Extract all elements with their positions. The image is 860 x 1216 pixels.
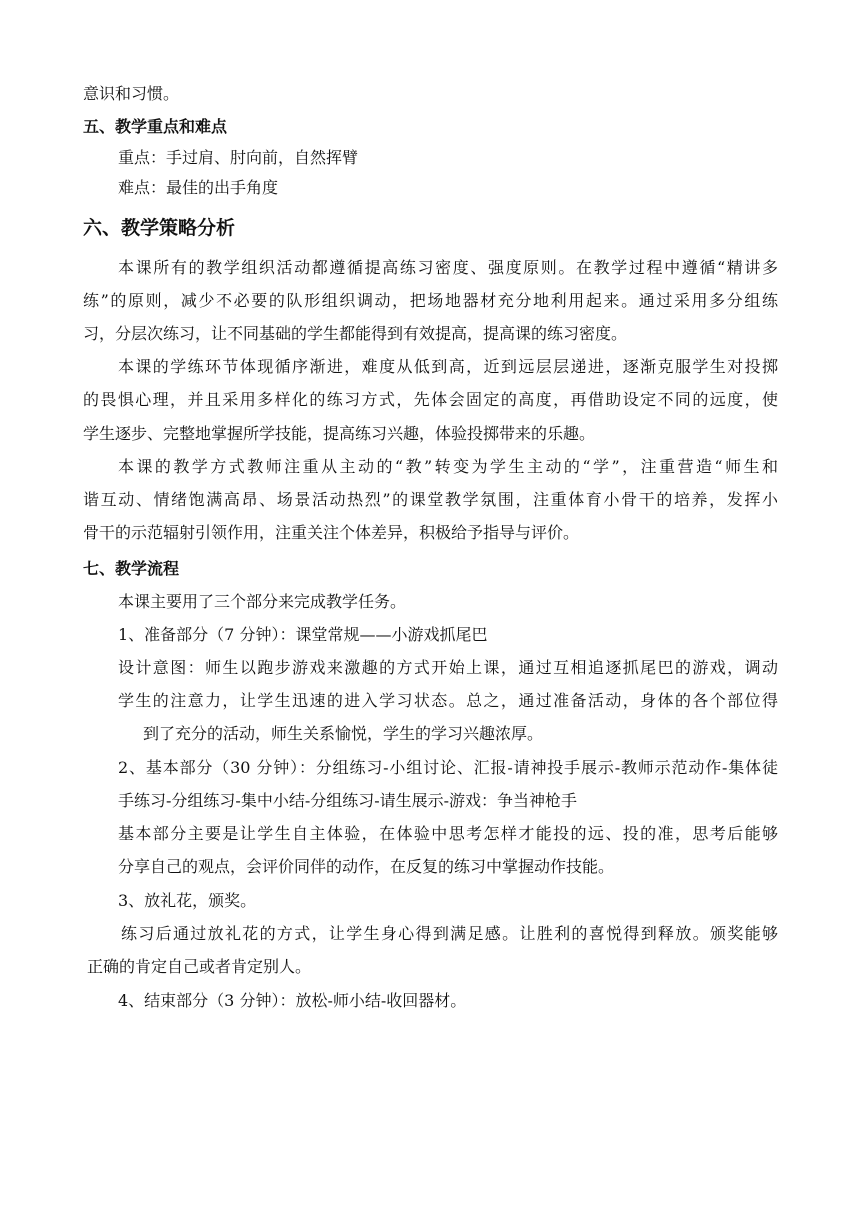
paragraph-line: 练”的原则，减少不必要的队形组织调动，把场地器材充分地利用起来。通过采用多分组练 xyxy=(83,291,778,310)
paragraph-line: 谐互动、情绪饱满高昂、场景活动热烈”的课堂教学氛围，注重体育小骨干的培养，发挥小 xyxy=(83,490,778,509)
paragraph-line: 本课的教学方式教师注重从主动的“教”转变为学生主动的“学”，注重营造“师生和 xyxy=(118,457,778,476)
step-4-heading: 4、结束部分（3 分钟）：放松-师小结-收回器材。 xyxy=(118,991,467,1010)
paragraph-line: 基本部分主要是让学生自主体验，在体验中思考怎样才能投的远、投的准，思考后能够 xyxy=(118,824,778,843)
paragraph-line: 骨干的示范辐射引领作用，注重关注个体差异，积极给予指导与评价。 xyxy=(83,523,580,542)
key-point-line: 重点：手过肩、肘向前，自然挥臂 xyxy=(118,148,359,167)
paragraph-line: 的畏惧心理，并且采用多样化的练习方式，先体会固定的高度，再借助设定不同的远度，使 xyxy=(83,390,778,409)
paragraph-line: 到了充分的活动，师生关系愉悦，学生的学习兴趣浓厚。 xyxy=(143,724,544,743)
section-heading-5: 五、教学重点和难点 xyxy=(83,117,228,136)
paragraph-line: 分享自己的观点，会评价同伴的动作，在反复的练习中掌握动作技能。 xyxy=(118,857,615,876)
paragraph-line: 学生的注意力，让学生迅速的进入学习状态。总之，通过准备活动，身体的各个部位得 xyxy=(118,691,778,710)
difficulty-line: 难点：最佳的出手角度 xyxy=(118,178,279,197)
paragraph-line: 本课的学练环节体现循序渐进，难度从低到高，近到远层层递进，逐渐克服学生对投掷 xyxy=(118,357,778,376)
step-1-heading: 1、准备部分（7 分钟）：课堂常规——小游戏抓尾巴 xyxy=(118,625,488,644)
paragraph-line: 正确的肯定自己或者肯定别人。 xyxy=(87,957,312,976)
section-heading-7: 七、教学流程 xyxy=(83,559,180,578)
paragraph-line: 本课所有的教学组织活动都遵循提高练习密度、强度原则。在教学过程中遵循“精讲多 xyxy=(118,258,778,277)
step-2-heading-cont: 手练习-分组练习-集中小结-分组练习-请生展示-游戏：争当神枪手 xyxy=(118,791,578,810)
paragraph-line: 练习后通过放礼花的方式，让学生身心得到满足感。让胜利的喜悦得到释放。颁奖能够 xyxy=(121,924,778,943)
text-line: 本课主要用了三个部分来完成教学任务。 xyxy=(118,592,407,611)
step-3-heading: 3、放礼花，颁奖。 xyxy=(118,891,257,910)
step-2-heading: 2、基本部分（30 分钟）：分组练习-小组讨论、汇报-请神投手展示-教师示范动作-集体徒 xyxy=(118,758,778,777)
paragraph-line: 学生逐步、完整地掌握所学技能，提高练习兴趣，体验投掷带来的乐趣。 xyxy=(83,424,596,443)
section-heading-6: 六、教学策略分析 xyxy=(83,217,236,239)
paragraph-line: 设计意图：师生以跑步游戏来激趣的方式开始上课，通过互相追逐抓尾巴的游戏，调动 xyxy=(118,658,778,677)
paragraph-line: 习，分层次练习，让不同基础的学生都能得到有效提高，提高课的练习密度。 xyxy=(83,324,628,343)
text-line: 意识和习惯。 xyxy=(83,84,180,103)
